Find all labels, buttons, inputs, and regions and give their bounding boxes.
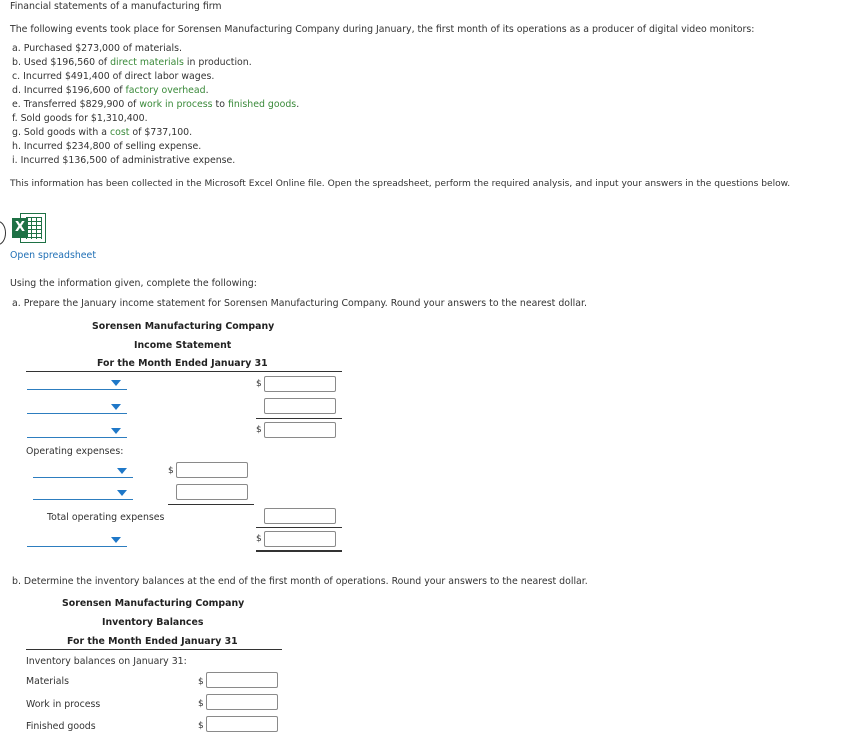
- dollar-sign: $: [256, 425, 262, 435]
- income-line-2-input[interactable]: [264, 398, 336, 414]
- total-operating-expenses-input[interactable]: [264, 508, 336, 524]
- open-spreadsheet-link[interactable]: Open spreadsheet: [10, 250, 97, 261]
- operating-expense-2-input[interactable]: [176, 484, 248, 500]
- operating-expense-1-input[interactable]: [176, 462, 248, 478]
- is-company: Sorensen Manufacturing Company: [92, 321, 275, 332]
- subtotal-line: [168, 504, 254, 505]
- event-item: e. Transferred $829,900 of work in process to finished goods.: [12, 99, 300, 110]
- event-item: a. Purchased $273,000 of materials.: [12, 43, 182, 54]
- finished-goods-input[interactable]: [206, 716, 278, 732]
- dollar-sign: $: [198, 677, 204, 687]
- event-item: g. Sold goods with a cost of $737,100.: [12, 127, 193, 138]
- intro-text: The following events took place for Sorensen Manufacturing Company during January, the first month of its operations as a producer of digital video monitors:: [10, 24, 755, 35]
- circle-fragment: [0, 221, 6, 245]
- excel-note: This information has been collected in the Microsoft Excel Online file. Open the spreadsheet, perform the required analysis, and input your answers in the questions below.: [10, 179, 791, 189]
- double-underline: [256, 550, 342, 552]
- inv-company: Sorensen Manufacturing Company: [62, 598, 245, 609]
- operating-expense-2-dropdown[interactable]: [33, 487, 133, 500]
- dollar-sign: $: [256, 379, 262, 389]
- inventory-row-label: Work in process: [26, 699, 101, 710]
- event-item: h. Incurred $234,800 of selling expense.: [12, 141, 202, 152]
- operating-expense-1-dropdown[interactable]: [33, 465, 133, 478]
- chevron-down-icon: [111, 380, 121, 386]
- event-item: b. Used $196,560 of direct materials in production.: [12, 57, 252, 68]
- net-income-input[interactable]: [264, 531, 336, 547]
- dollar-sign: $: [168, 466, 174, 476]
- income-line-3-input[interactable]: [264, 422, 336, 438]
- chevron-down-icon: [117, 490, 127, 496]
- income-line-3-dropdown[interactable]: [27, 425, 127, 438]
- work-in-process-input[interactable]: [206, 694, 278, 710]
- inventory-balances-label: Inventory balances on January 31:: [26, 656, 187, 667]
- excel-icon[interactable]: X: [12, 213, 46, 243]
- inventory-row-label: Finished goods: [26, 721, 96, 732]
- income-line-1-dropdown[interactable]: [27, 377, 127, 390]
- subtotal-line: [256, 418, 342, 419]
- chevron-down-icon: [111, 537, 121, 543]
- inventory-row-label: Materials: [26, 676, 69, 687]
- divider: [26, 371, 342, 372]
- dollar-sign: $: [198, 699, 204, 709]
- event-item: d. Incurred $196,600 of factory overhead.: [12, 85, 209, 96]
- event-item: f. Sold goods for $1,310,400.: [12, 113, 148, 124]
- chevron-down-icon: [111, 428, 121, 434]
- event-item: i. Incurred $136,500 of administrative expense.: [12, 155, 236, 166]
- total-operating-expenses-label: Total operating expenses: [47, 512, 165, 523]
- is-title: Income Statement: [134, 340, 232, 351]
- dollar-sign: $: [198, 721, 204, 731]
- part-a-prompt: a. Prepare the January income statement for Sorensen Manufacturing Company. Round your answers to the nearest dollar.: [12, 298, 587, 309]
- subtotal-line: [256, 527, 342, 528]
- chevron-down-icon: [117, 468, 127, 474]
- chevron-down-icon: [111, 404, 121, 410]
- materials-input[interactable]: [206, 672, 278, 688]
- inv-period: For the Month Ended January 31: [67, 636, 238, 647]
- instructions: Using the information given, complete the following:: [10, 278, 257, 289]
- operating-expenses-label: Operating expenses:: [26, 446, 124, 457]
- page-title: Financial statements of a manufacturing firm: [10, 1, 222, 12]
- inv-title: Inventory Balances: [102, 617, 204, 628]
- part-b-prompt: b. Determine the inventory balances at the end of the first month of operations. Round your answers to the nearest dollar.: [12, 576, 588, 587]
- divider: [26, 649, 282, 650]
- dollar-sign: $: [256, 534, 262, 544]
- is-period: For the Month Ended January 31: [97, 358, 268, 369]
- income-line-final-dropdown[interactable]: [27, 534, 127, 547]
- income-line-1-input[interactable]: [264, 376, 336, 392]
- event-item: c. Incurred $491,400 of direct labor wages.: [12, 71, 215, 82]
- income-line-2-dropdown[interactable]: [27, 401, 127, 414]
